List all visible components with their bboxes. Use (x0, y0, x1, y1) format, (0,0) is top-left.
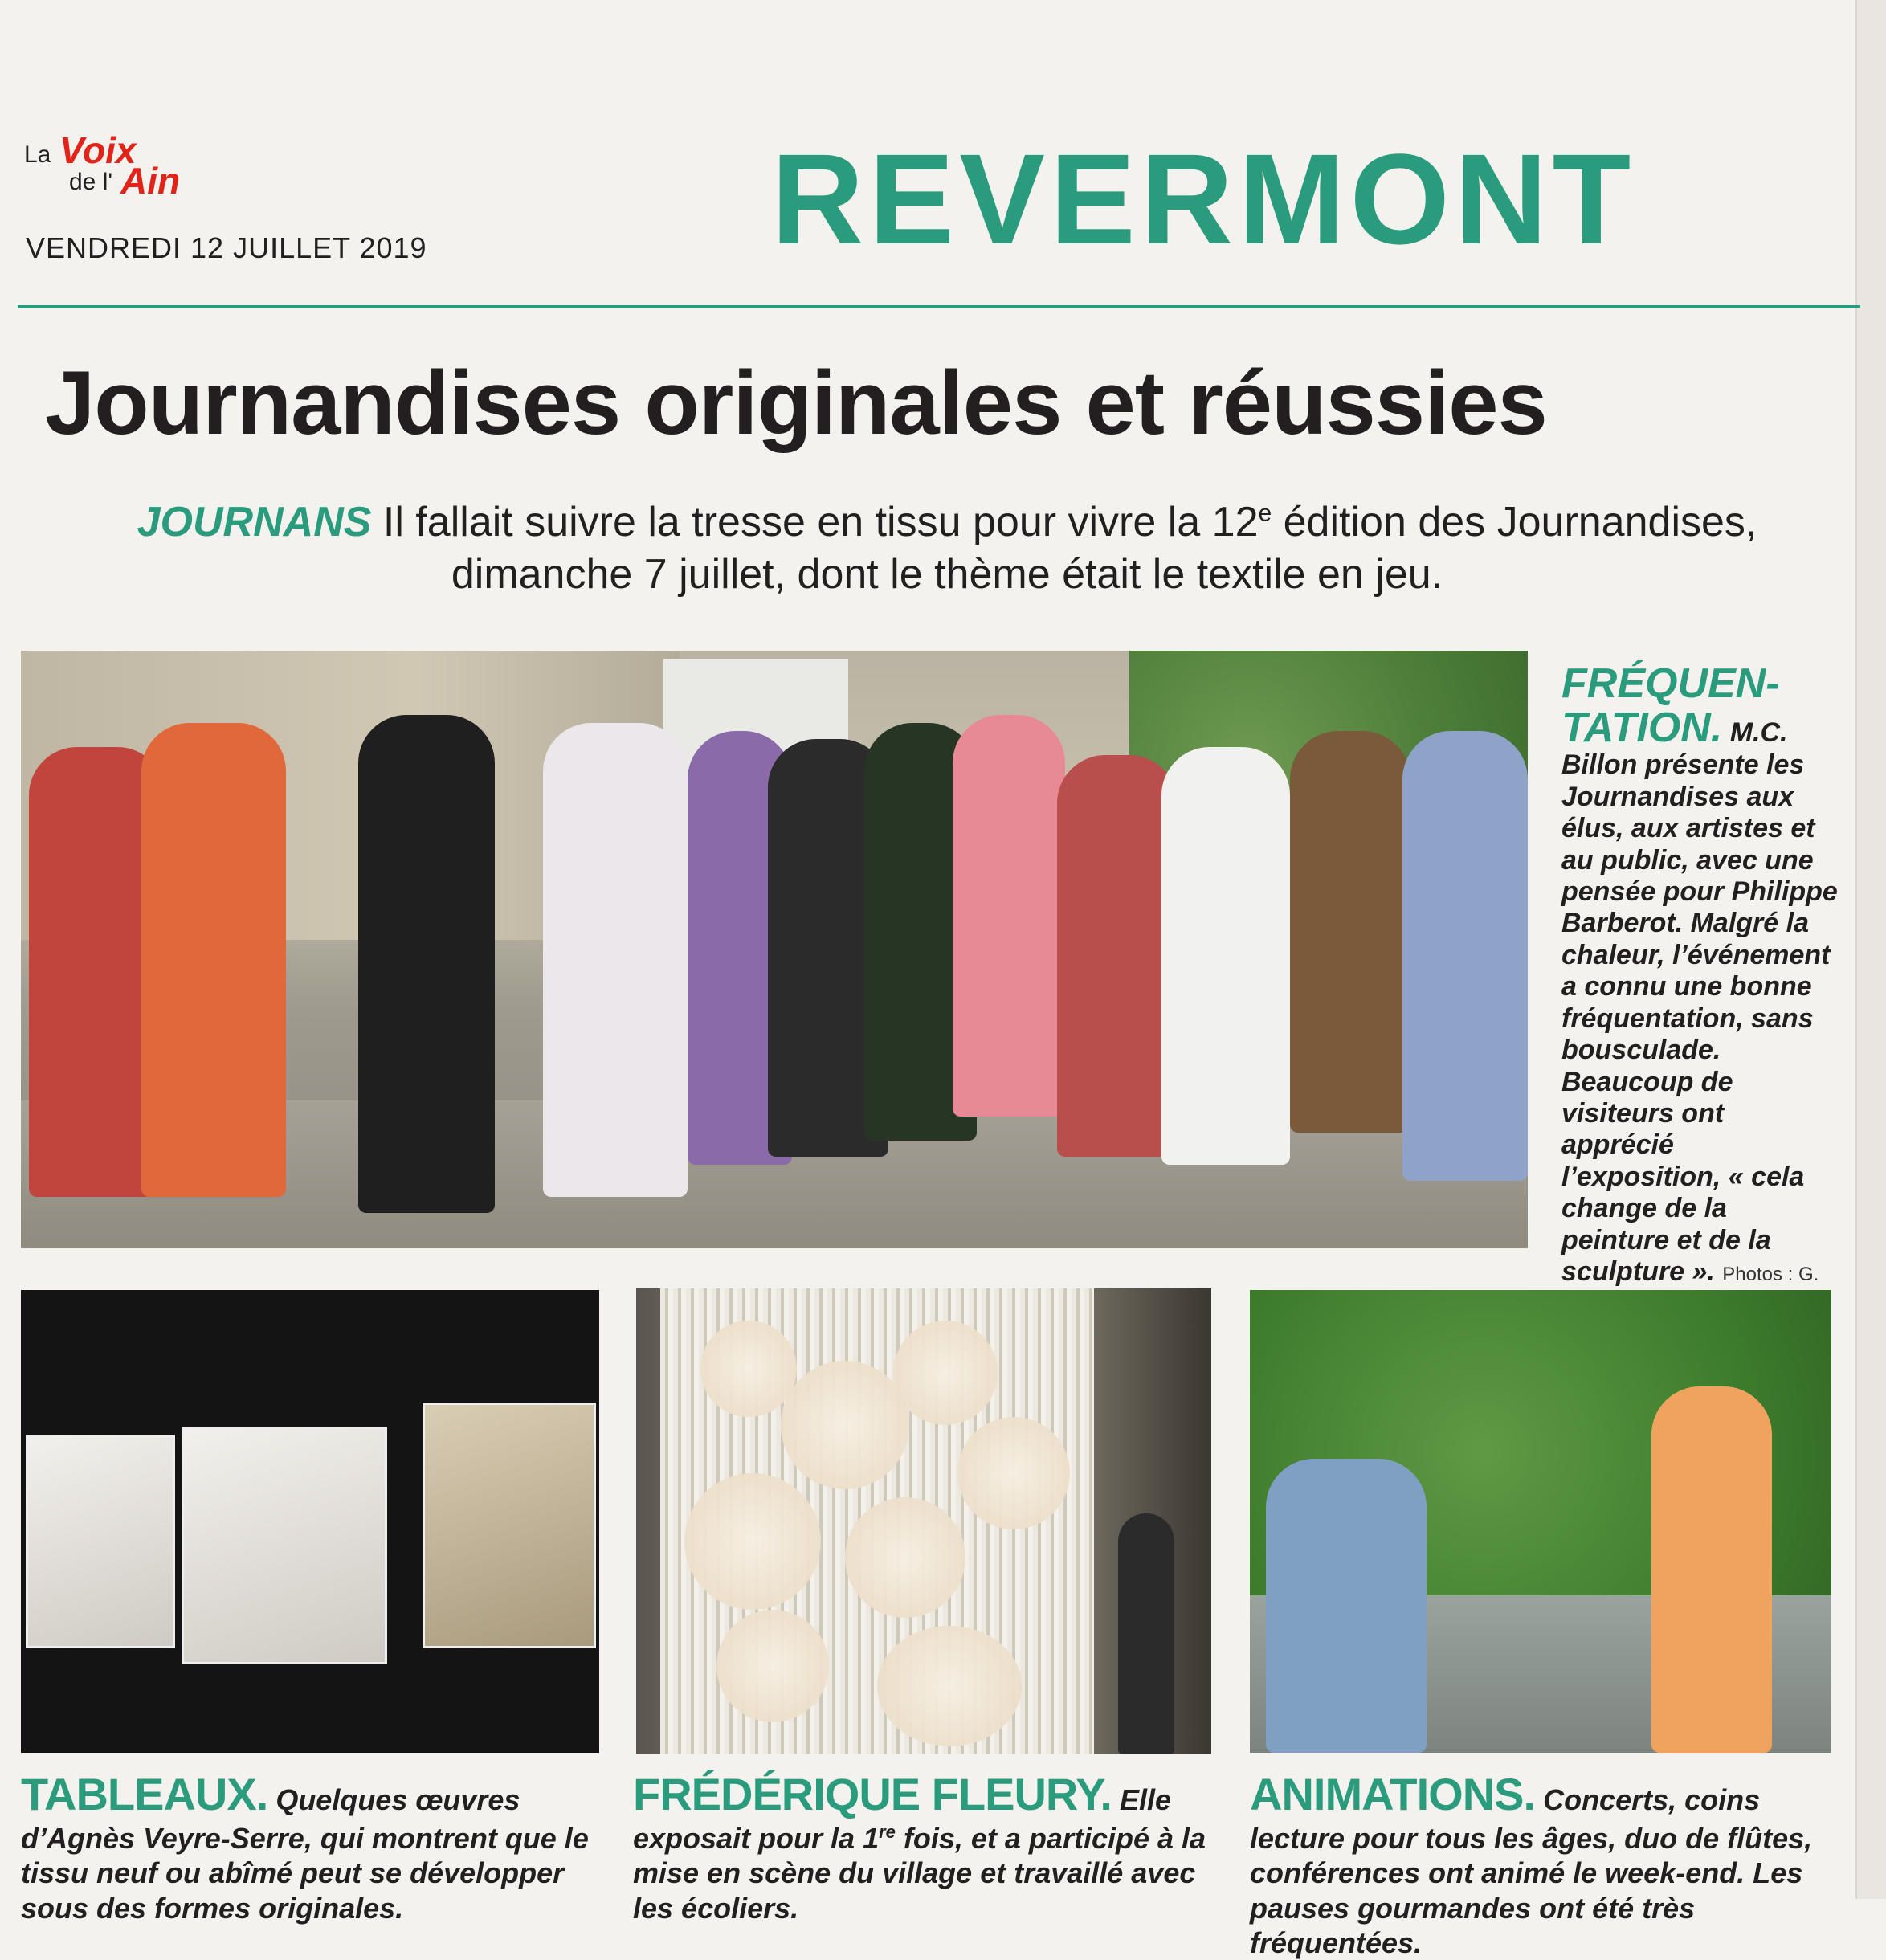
caption-fleury (633, 1767, 1211, 1925)
photo-disc (845, 1497, 965, 1618)
caption-kicker: FRÉDÉRIQUE FLEURY. (633, 1769, 1112, 1819)
caption-kicker: ANIMATIONS. (1250, 1769, 1536, 1819)
fleury-photo (636, 1288, 1211, 1754)
photo-person (953, 715, 1065, 1117)
photo-person (1651, 1386, 1772, 1753)
article-headline: Journandises originales et réussies (45, 353, 1547, 453)
photo-person (1266, 1459, 1427, 1753)
photo-disc (957, 1417, 1070, 1529)
main-photo (21, 651, 1528, 1248)
photo-disc (893, 1321, 998, 1425)
photo-disc (716, 1610, 829, 1722)
chapeau-text-2: édition des Journandises, dimanche 7 juillet, dont le thème était le textile en jeu. (451, 499, 1757, 598)
page-edge (1855, 0, 1886, 1899)
caption-frequentation (1561, 662, 1839, 1320)
logo-ain: Ain (120, 160, 181, 202)
caption-tableaux (21, 1767, 599, 1925)
photo-artwork (423, 1403, 596, 1648)
photo-person (358, 715, 495, 1213)
logo-la: La (24, 141, 51, 168)
chapeau-text-1: Il fallait suivre la tresse en tissu pour vivre la 12 (382, 499, 1259, 545)
article-chapeau (84, 496, 1810, 601)
dateline: JOURNANS (137, 499, 372, 545)
caption-text: Quelques œuvres d’Agnès Veyre-Serre, qui montrent que le tissu neuf ou abîmé peut se développer sous des formes originales. (21, 1783, 589, 1925)
photo-disc (700, 1321, 797, 1417)
logo-voix: Voix (59, 129, 137, 171)
photo-person (1057, 755, 1178, 1157)
caption-kicker: FRÉQUEN-TATION. (1561, 660, 1780, 751)
photo-credit: Photos : G. (1722, 1264, 1819, 1286)
photo-person (1290, 731, 1410, 1133)
header-rule (18, 305, 1860, 308)
caption-kicker: TABLEAUX. (21, 1769, 268, 1819)
caption-text-1: Elle exposait pour la 1 (633, 1783, 1172, 1856)
photo-person (1118, 1513, 1174, 1754)
animations-photo (1250, 1290, 1831, 1753)
caption-text-2: fois, et a participé à la mise en scène du village et travaillé avec les écoliers. (633, 1822, 1206, 1925)
tableaux-photo (21, 1290, 599, 1753)
photo-disc (877, 1626, 1022, 1746)
photo-person (141, 723, 286, 1197)
section-title: REVERMONT (771, 127, 1636, 271)
photo-artwork (182, 1427, 387, 1664)
caption-sup: re (879, 1822, 896, 1843)
photo-person (543, 723, 688, 1197)
photo-person (1161, 747, 1290, 1165)
photo-person (1402, 731, 1528, 1181)
photo-artwork (26, 1435, 175, 1648)
caption-text: Concerts, coins lecture pour tous les âges, duo de flûtes, conférences ont animé le week-end. Les pauses gourmandes ont été très fréquentées. (1250, 1783, 1813, 1959)
chapeau-sup: e (1258, 500, 1272, 527)
caption-text: M.C. Billon présente les Journandises aux élus, aux artistes et au public, avec une pensée pour Philippe Barberot. Malgré la chaleur, l’événement a connu une bonne fréquentation, sans bousculade. Beaucoup de visiteurs ont apprécié l’exposition, « cela change de la peinture et de la sculpture ». (1561, 717, 1838, 1288)
photo-disc (781, 1361, 909, 1489)
photo-disc (684, 1473, 821, 1610)
logo-de: de l' (69, 169, 113, 195)
newspaper-logo (24, 129, 233, 202)
caption-animations (1250, 1767, 1844, 1960)
issue-date: VENDREDI 12 JUILLET 2019 (26, 231, 427, 264)
